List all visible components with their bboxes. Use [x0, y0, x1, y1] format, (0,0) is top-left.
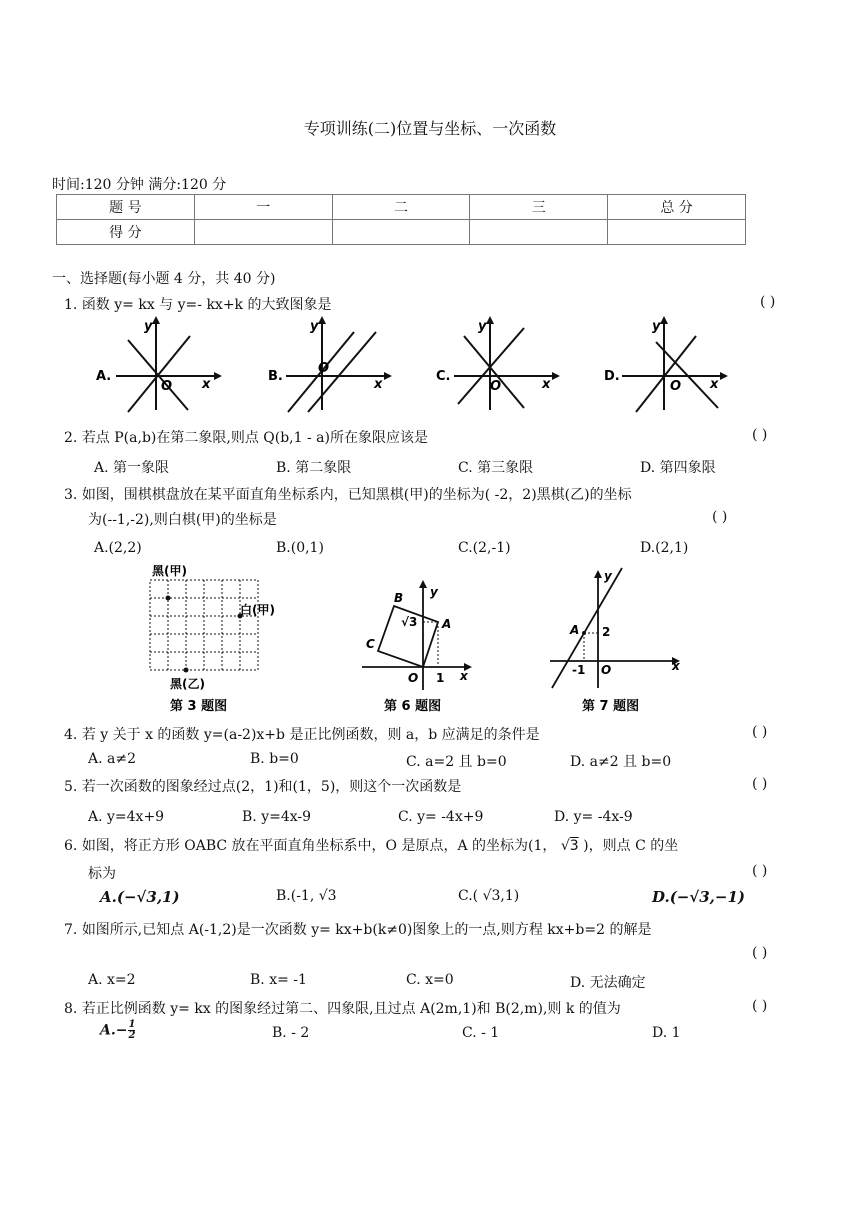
label-black-jia: 黑(甲): [152, 564, 187, 578]
question-text: 如图所示,已知点 A(-1,2)是一次函数 y= kx+b(k≠0)图象上的一点,则方程 kx+b=2 的解是: [81, 922, 652, 938]
q1-a-y-label: y: [144, 319, 153, 334]
score-cell: 一: [194, 195, 332, 220]
q4-option-c: C. a=2 且 b=0: [406, 754, 507, 770]
q3-option-a: A.(2,2): [94, 540, 142, 556]
figure-6-square: [356, 578, 480, 716]
q7-option-b: B. x= -1: [250, 972, 307, 988]
q8-option-a: A.− $\frac{1}{2}$: [100, 1019, 136, 1041]
question-number: 3.: [64, 487, 78, 503]
q1-c-line-2: [464, 336, 524, 408]
question-number: 4.: [64, 727, 78, 743]
fig7-label-minus1: -1: [572, 663, 586, 677]
q1-a-x-label: x: [202, 377, 211, 392]
fig7-label-a: A: [570, 623, 580, 637]
fig6-label-c: C: [366, 637, 375, 651]
label-black-yi: 黑(乙): [170, 677, 205, 691]
q3-option-c: C.(2,-1): [458, 540, 511, 556]
q1-c-y-label: y: [478, 319, 487, 334]
q1-b-origin: O: [318, 361, 330, 376]
q5-option-c: C. y= -4x+9: [398, 809, 484, 825]
question-5: [64, 776, 461, 796]
figure-6-caption: 第 6 题图: [384, 699, 442, 714]
q5-option-d: D. y= -4x-9: [554, 809, 633, 825]
q1-d-y-label: y: [652, 319, 661, 334]
figure-3-caption: 第 3 题图: [170, 699, 228, 714]
question-number: 1.: [64, 297, 78, 313]
sqrt-three: √3: [560, 838, 579, 854]
score-cell: 得 分: [57, 220, 195, 245]
q4-option-a: A. a≠2: [88, 751, 136, 767]
q4-option-d: D. a≠2 且 b=0: [570, 754, 672, 770]
answer-paren: ( ): [760, 294, 776, 310]
score-cell: 二: [332, 195, 470, 220]
black-stone-jia: [166, 596, 171, 601]
q6-option-a: A.(−√3,1): [100, 888, 180, 906]
score-cell: 题 号: [57, 195, 195, 220]
score-table-header-row: [57, 195, 746, 220]
figure-7-caption: 第 7 题图: [582, 699, 640, 714]
q5-option-b: B. y=4x-9: [242, 809, 312, 825]
score-cell: [470, 220, 608, 245]
q1-label-a: A.: [96, 369, 112, 384]
question-text: 若正比例函数 y= kx 的图象经过第二、四象限,且过点 A(2m,1)和 B(2,m),则 k 的值为: [81, 1001, 621, 1017]
question-3: [64, 484, 632, 504]
fig6-label-b: B: [394, 591, 404, 605]
q3-option-b: B.(0,1): [276, 540, 324, 556]
score-table: [56, 194, 746, 245]
question-text: 如图，围棋棋盘放在某平面直角坐标系内，已知黑棋(甲)的坐标为( -2，2)黑棋(乙)的坐标: [81, 487, 632, 503]
q8-option-c: C. - 1: [462, 1025, 500, 1041]
score-cell: 三: [470, 195, 608, 220]
question-number: 2.: [64, 430, 78, 446]
question-text: 若点 P(a,b)在第二象限,则点 Q(b,1 - a)所在象限应该是: [81, 430, 428, 446]
q2-option-a: A. 第一象限: [94, 460, 170, 476]
q2-option-c: C. 第三象限: [458, 460, 534, 476]
question-number: 5.: [64, 779, 78, 795]
fig6-label-x: x: [460, 669, 468, 683]
answer-paren: ( ): [752, 945, 768, 961]
fig7-point-a: [582, 631, 586, 635]
fig6-label-a: A: [442, 617, 452, 631]
answer-paren: ( ): [752, 427, 768, 443]
q8-option-d: D. 1: [652, 1025, 681, 1041]
question-6: [64, 835, 678, 855]
q1-d-origin: O: [670, 379, 682, 394]
label-white-jia: 白(甲): [240, 603, 275, 617]
page-title: 专项训练(二)位置与坐标、一次函数: [303, 119, 557, 138]
q6-option-b: B.(-1, √3: [276, 888, 337, 904]
q1-label-b: B.: [268, 369, 283, 384]
fig6-label-o: O: [408, 671, 419, 685]
fig6-label-sqrt3: √3: [401, 615, 418, 629]
q1-label-c: C.: [436, 369, 451, 384]
question-6-line2: 标为: [88, 866, 116, 882]
q2-option-b: B. 第二象限: [276, 460, 352, 476]
answer-paren: ( ): [752, 776, 768, 792]
question-1: [64, 294, 332, 314]
score-table-score-row: [57, 220, 746, 245]
q1-c-x-label: x: [542, 377, 551, 392]
q4-option-b: B. b=0: [250, 751, 299, 767]
fig7-label-o: O: [601, 663, 612, 677]
fig7-label-two: 2: [602, 625, 611, 639]
q1-b-x-label: x: [374, 377, 383, 392]
q8-option-b: B. - 2: [272, 1025, 310, 1041]
fig7-function-line: [552, 568, 622, 688]
q7-option-c: C. x=0: [406, 972, 454, 988]
question-3-line2: 为(--1,-2),则白棋(甲)的坐标是: [88, 512, 277, 528]
fig6-label-y: y: [430, 585, 438, 599]
answer-paren: ( ): [752, 724, 768, 740]
q1-c-origin: O: [490, 379, 502, 394]
question-number: 6.: [64, 838, 78, 854]
question-text: 若一次函数的图象经过点(2，1)和(1，5)，则这个一次函数是: [81, 779, 462, 795]
score-cell: 总 分: [608, 195, 746, 220]
question-text-tail: )，则点 C 的坐: [583, 838, 679, 854]
question-text: 如图，将正方形 OABC 放在平面直角坐标系中，O 是原点，A 的坐标为(1，: [81, 838, 557, 854]
figure-7-line: [546, 564, 686, 716]
question-7: [64, 919, 651, 939]
black-stone-yi: [184, 668, 189, 673]
question-text: 函数 y= kx 与 y=- kx+k 的大致图象是: [81, 297, 332, 313]
q6-option-d: D.(−√3,−1): [652, 888, 745, 906]
answer-paren: ( ): [752, 863, 768, 879]
question-2: [64, 427, 428, 447]
fig6-label-one: 1: [436, 671, 445, 685]
answer-paren: ( ): [712, 509, 728, 525]
q2-option-d: D. 第四象限: [640, 460, 716, 476]
q1-a-origin: O: [161, 379, 173, 394]
q1-b-y-label: y: [310, 319, 319, 334]
fig7-label-x: x: [672, 659, 680, 673]
question-4: [64, 724, 540, 744]
exam-meta: 时间:120 分钟 满分:120 分: [52, 177, 227, 193]
score-cell: [194, 220, 332, 245]
score-cell: [608, 220, 746, 245]
question-text: 若 y 关于 x 的函数 y=(a-2)x+b 是正比例函数，则 a，b 应满足的条件是: [81, 727, 540, 743]
fig7-label-y: y: [604, 569, 612, 583]
q5-option-a: A. y=4x+9: [88, 809, 165, 825]
q3-option-d: D.(2,1): [640, 540, 689, 556]
q1-d-x-label: x: [710, 377, 719, 392]
q1-option-graphs: [92, 314, 812, 414]
figure-3-go-board: [140, 562, 290, 716]
section-heading: 一、选择题(每小题 4 分，共 40 分): [52, 271, 276, 287]
answer-paren: ( ): [752, 998, 768, 1014]
q7-option-d: D. 无法确定: [570, 975, 646, 991]
q1-label-d: D.: [604, 369, 620, 384]
question-number: 7.: [64, 922, 78, 938]
q6-option-c: C.( √3,1): [458, 888, 520, 904]
score-cell: [332, 220, 470, 245]
question-number: 8.: [64, 1001, 78, 1017]
q7-option-a: A. x=2: [88, 972, 136, 988]
question-8: [64, 998, 621, 1018]
